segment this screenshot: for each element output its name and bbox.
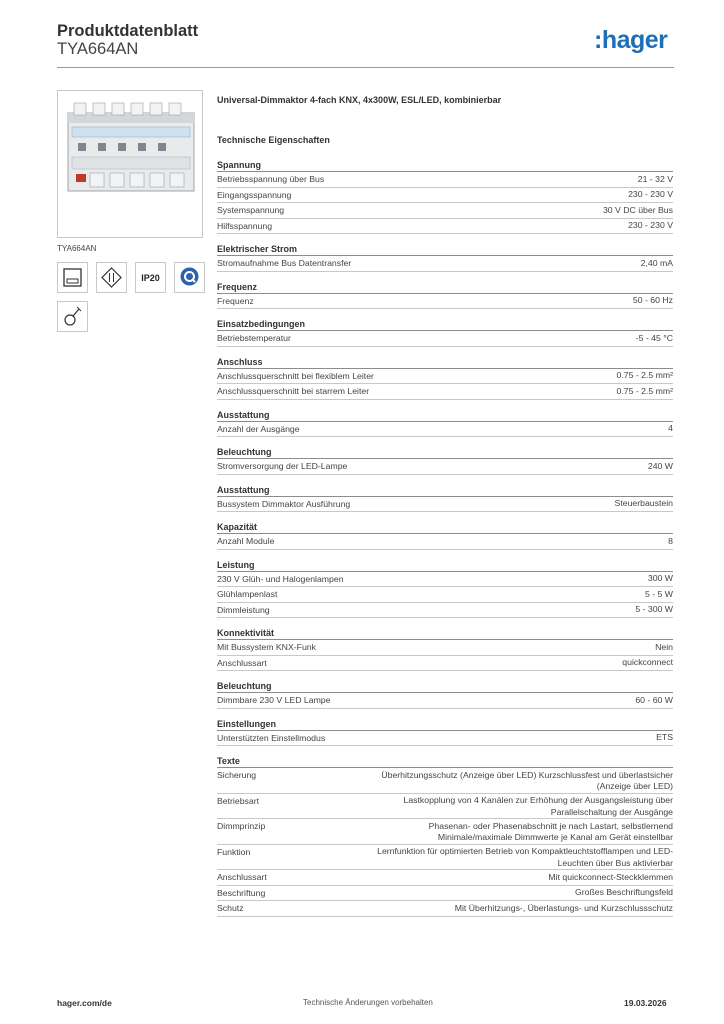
spec-label: Frequenz [217,295,254,306]
product-image [57,90,203,238]
spec-label: Betriebsspannung über Bus [217,174,325,184]
spec-row [217,459,673,475]
spec-row [217,768,673,794]
spec-section [217,159,673,234]
section-heading: Ausstattung [217,484,673,497]
section-heading: Einsatzbedingungen [217,318,673,331]
spec-section [217,559,673,619]
spec-value: -5 - 45 °C [635,332,673,343]
footer-site: hager.com/de [57,998,112,1008]
footer-date: 19.03.2026 [624,998,667,1008]
spec-section [217,755,673,917]
spec-row [217,572,673,588]
ip20-icon [135,262,166,293]
product-code: TYA664AN [57,40,139,58]
spec-label: Betriebsart [217,795,260,806]
spec-row [217,188,673,204]
spec-value: Lernfunktion für optimierten Betrieb von Kompaktleuchtstofflampen und LED-Leuchten über Bus aktivierbar [377,846,673,868]
spec-value: 2,40 mA [640,257,673,268]
section-heading: Kapazität [217,521,673,534]
spec-label: Stromversorgung der LED-Lampe [217,461,348,471]
spec-row [217,384,673,400]
spec-value: Lastkopplung von 4 Kanälen zur Erhöhung der Ausgangsleistung über Parallelschaltung der Ausgänge [403,795,673,817]
spec-row [217,497,673,513]
header-divider [57,67,674,68]
section-heading: Ausstattung [217,409,673,422]
spec-label: Anschlussart [217,872,267,882]
section-heading: Beleuchtung [217,680,673,693]
spec-section [217,281,673,310]
dimmer-symbol-icon [96,262,127,293]
spec-label: Hilfsspannung [217,220,273,231]
spec-label: Dimmbare 230 V LED Lampe [217,695,331,705]
page-title: Produktdatenblatt [57,22,199,40]
spec-label: Funktion [217,846,251,857]
spec-section [217,243,673,272]
spec-value: Mit Überhitzungs-, Überlastungs- und Kurzschlussschutz [454,902,673,913]
spec-value: Nein [655,641,673,652]
spec-value: 30 V DC über Bus [602,204,673,215]
spec-label: Anzahl der Ausgänge [217,423,300,434]
spec-value: 50 - 60 Hz [632,295,673,305]
quickconnect-icon [174,262,205,293]
spec-row [217,587,673,603]
spec-value: 8 [668,535,673,546]
spec-row [217,819,673,845]
spec-value: 4 [668,423,673,433]
spec-row [217,256,673,272]
hager-logo: :hager [594,26,668,54]
spec-label: Dimmleistung [217,604,270,615]
spec-row [217,219,673,235]
spec-label: Stromaufnahme Bus Datentransfer [217,258,352,268]
spec-row [217,422,673,438]
spec-value: 0.75 - 2.5 mm² [616,385,673,396]
spec-row [217,845,673,871]
spec-row [217,534,673,550]
spec-sections [217,159,673,917]
spec-label: Anschlussart [217,657,267,668]
spec-row [217,603,673,619]
spec-row [217,886,673,902]
spec-value: quickconnect [622,657,673,667]
spec-value: 60 - 60 W [635,694,673,705]
dimmable-lamp-icon [57,301,88,332]
ip20-label: IP20 [141,273,160,283]
spec-value: 21 - 32 V [637,173,673,184]
spec-section [217,627,673,671]
section-heading: Anschluss [217,356,673,369]
spec-row [217,870,673,886]
section-heading: Spannung [217,159,673,172]
spec-label: Eingangsspannung [217,189,292,200]
spec-value: 240 W [647,460,673,471]
spec-row [217,369,673,385]
spec-label: Bussystem Dimmaktor Ausführung [217,498,351,509]
spec-label: Dimmprinzip [217,821,266,831]
spec-label: Anzahl Module [217,536,275,546]
spec-label: Systemspannung [217,205,285,215]
spec-section [217,521,673,550]
spec-section [217,484,673,513]
spec-label: Schutz [217,903,244,913]
section-heading: Konnektivität [217,627,673,640]
spec-value: 300 W [647,573,673,583]
spec-label: Mit Bussystem KNX-Funk [217,642,316,652]
spec-row [217,172,673,188]
spec-value: Überhitzungsschutz (Anzeige über LED) Kurzschlussfest und überlastsicher (Anzeige über LED) [381,769,673,791]
spec-row [217,203,673,219]
spec-row [217,731,673,747]
spec-label: Beschriftung [217,887,266,898]
spec-value: 5 - 300 W [635,604,673,614]
spec-section [217,356,673,400]
section-heading: Texte [217,755,673,768]
spec-row [217,901,673,917]
spec-sheet [217,95,673,926]
product-image-caption: TYA664AN [57,244,97,253]
section-heading: Einstellungen [217,718,673,731]
spec-value: 0.75 - 2.5 mm² [616,370,673,380]
section-heading: Leistung [217,559,673,572]
spec-label: 230 V Glüh- und Halogenlampen [217,573,344,584]
spec-section [217,718,673,747]
spec-row [217,294,673,310]
spec-label: Anschlussquerschnitt bei starrem Leiter [217,386,370,396]
spec-label: Anschlussquerschnitt bei flexiblem Leiter [217,370,374,381]
spec-row [217,656,673,672]
spec-row [217,693,673,709]
spec-label: Sicherung [217,770,257,780]
spec-value: Phasenan- oder Phasenabschnitt je nach Lastart, selbstlernend Minimale/maximale Dimmwerte je Kanal am Gerät einstellbar [428,820,673,842]
spec-value: 5 - 5 W [645,588,673,599]
spec-row [217,331,673,347]
spec-value: Großes Beschriftungsfeld [574,887,673,897]
spec-section [217,680,673,709]
footer-note: Technische Änderungen vorbehalten [303,998,433,1007]
product-title: Universal-Dimmaktor 4-fach KNX, 4x300W, ESL/LED, kombinierbar [217,95,502,105]
spec-label: Glühlampenlast [217,589,278,599]
ets-device-icon [57,262,88,293]
spec-row [217,640,673,656]
spec-value: Mit quickconnect-Steckklemmen [548,871,673,882]
spec-value: Steuerbaustein [614,498,673,508]
section-heading: Beleuchtung [217,446,673,459]
section-heading: Frequenz [217,281,673,294]
spec-section [217,318,673,347]
spec-value: ETS [656,732,673,742]
spec-section [217,446,673,475]
spec-value: 230 - 230 V [628,220,673,230]
spec-label: Unterstützten Einstellmodus [217,732,326,743]
spec-label: Betriebstemperatur [217,333,291,343]
spec-section [217,409,673,438]
spec-value: 230 - 230 V [628,189,673,199]
section-heading: Elektrischer Strom [217,243,673,256]
tech-heading: Technische Eigenschaften [217,135,330,145]
spec-row [217,794,673,820]
